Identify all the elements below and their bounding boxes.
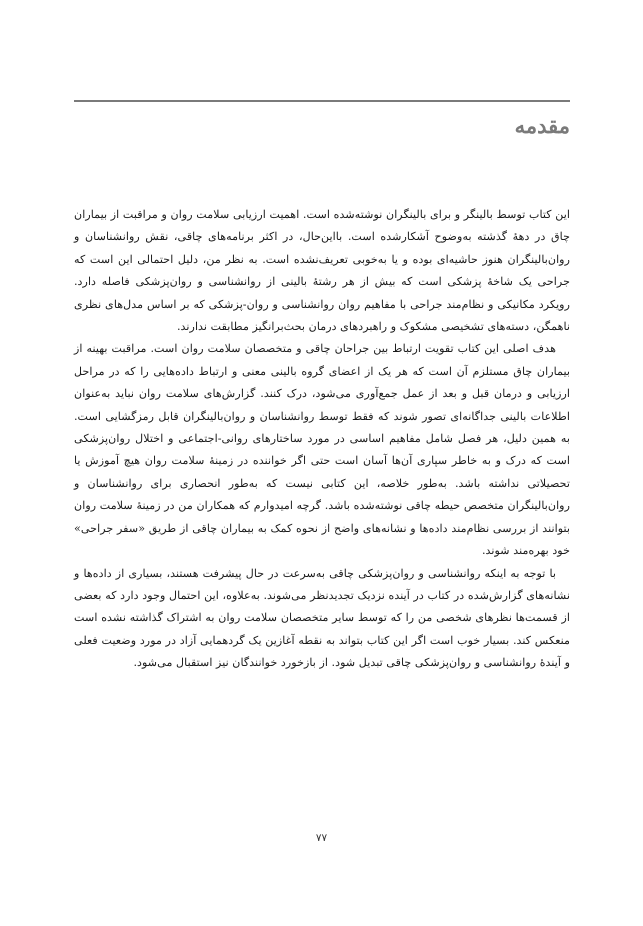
top-rule [74,100,570,102]
page-number: ۷۷ [315,832,328,844]
paragraph: با توجه به اینکه روانشناسی و روان‌پزشکی چاقی به‌سرعت در حال پیشرفت هستند، بسیاری از داده‌ها و نشانه‌های گزارش‌شده در کتاب در آینده نزدیک تجدیدنظر می‌شوند. به‌علاوه، این احتمال وجود دارد که بعضی از قسمت‌ها نظرهای شخصی من را که توسط سایر متخصصان سلامت روان به اشتراک گذاشته نشده است منعکس کند. بسیار خوب است اگر این کتاب بتواند به نقطه آغازین یک گردهمایی آزاد در مورد وضعیت فعلی و آیندهٔ روانشناسی و روان‌پزشکی چاقی تبدیل شود. از بازخورد خوانندگان نیز استقبال می‌شود. [74,566,570,670]
body-text [74,204,570,675]
paragraph: این کتاب توسط بالینگر و برای بالینگران نوشته‌شده است. اهمیت ارزیابی سلامت روان و مراقبت از بیماران چاق در دههٔ گذشته به‌وضوح آشکارشده است. بااین‌حال، در اکثر برنامه‌های چاقی، نقش روانشناسان و روان‌بالینگران هنوز حاشیه‌ای بوده و یا به‌خوبی تعریف‌نشده است. به نظر من، دلیل احتمالی این است که جراحی یک شاخهٔ پزشکی است که بیش از هر رشتهٔ بالینی از روانشناسی و روان‌پزشکی فاصله دارد. رویکرد مکانیکی و نظام‌مند جراحی با مفاهیم روان روانشناسی و روان-پزشکی که بر اساس مدل‌های نظری ناهمگن، دسته‌های تشخیصی مشکوک و راهبردهای درمان بحث‌برانگیز مطابقت ندارند. [74,208,570,334]
section-heading: مقدمه [514,113,570,138]
paragraph: هدف اصلی این کتاب تقویت ارتباط بین جراحان چاقی و متخصصان سلامت روان است. مراقبت بهینه از بیماران چاق مستلزم آن است که هر یک از اعضای گروه بالینی معنی و ارتباط داده‌هایی را که در مراحل ارزیابی و درمان قبل و بعد از عمل جمع‌آوری می‌شود، درک کنند. گزارش‌های سلامت روان نباید به‌عنوان اطلاعات بالینی جداگانه‌ای تصور شوند که فقط توسط روانشناسان و روان‌بالینگران قابل رمزگشایی است. به همین دلیل، هر فصل شامل مفاهیم اساسی در مورد ساختارهای روانی-اجتماعی و اختلال روان‌پزشکی است که درک و به خاطر سپاری آن‌ها آسان است حتی اگر خواننده در زمینهٔ سلامت روان هیچ آموزش یا تحصیلاتی نداشته باشد. به‌طور خلاصه، این کتابی نیست که به‌طور انحصاری برای روانشناسان و روان‌بالینگران متخصص حیطه چاقی نوشته‌شده باشد. گرچه امیدوارم که همکاران من در زمینهٔ سلامت روان بتوانند از بررسی نظام‌مند داده‌ها و نشانه‌های واضح از نحوه کمک به بیماران چاقی از طریق «سفر جراحی» خود بهره‌مند شوند. [74,342,570,558]
